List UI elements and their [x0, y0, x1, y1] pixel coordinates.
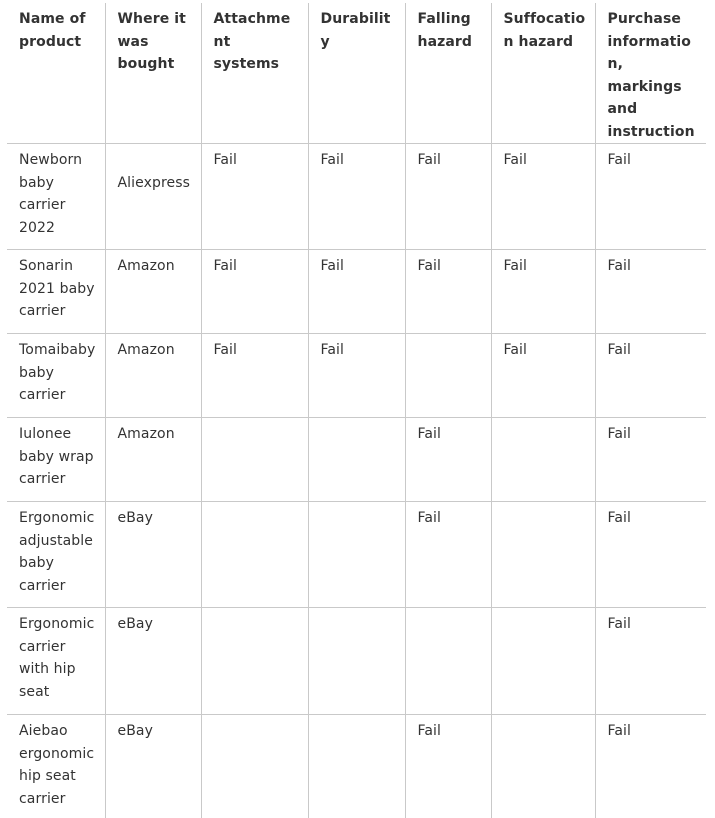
cell-falling: Fail — [405, 144, 491, 250]
cell-store — [105, 144, 201, 250]
cell-suffocation: Fail — [491, 250, 595, 334]
cell-suffocation — [491, 502, 595, 608]
header-purchase-information: Purchase information, markings and instruction — [595, 3, 706, 144]
cell-attachment — [201, 418, 308, 502]
cell-attachment — [201, 608, 308, 715]
cell-purchase: Fail — [595, 715, 706, 818]
table-row — [7, 144, 706, 250]
cell-attachment: Fail — [201, 144, 308, 250]
cell-purchase: Fail — [595, 250, 706, 334]
header-falling-hazard: Falling hazard — [405, 3, 491, 144]
header-row — [7, 3, 706, 144]
cell-suffocation — [491, 715, 595, 818]
cell-attachment: Fail — [201, 334, 308, 418]
cell-falling — [405, 608, 491, 715]
cell-product-name: Iulonee baby wrap carrier — [7, 418, 105, 502]
cell-store: eBay — [105, 608, 201, 715]
cell-durability: Fail — [308, 250, 405, 334]
cell-store: Amazon — [105, 250, 201, 334]
header-suffocation-hazard: Suffocation hazard — [491, 3, 595, 144]
cell-attachment: Fail — [201, 250, 308, 334]
cell-durability — [308, 715, 405, 818]
cell-product-name: Tomaibaby baby carrier — [7, 334, 105, 418]
cell-store: Amazon — [105, 418, 201, 502]
cell-product-name: Ergonomic carrier with hip seat — [7, 608, 105, 715]
header-where-bought: Where it was bought — [105, 3, 201, 144]
cell-product-name: Newborn baby carrier 2022 — [7, 144, 105, 250]
cell-product-name: Ergonomic adjustable baby carrier — [7, 502, 105, 608]
cell-purchase: Fail — [595, 418, 706, 502]
cell-falling: Fail — [405, 418, 491, 502]
cell-durability: Fail — [308, 144, 405, 250]
cell-attachment — [201, 715, 308, 818]
product-test-table — [7, 3, 706, 818]
cell-suffocation: Fail — [491, 334, 595, 418]
cell-purchase: Fail — [595, 608, 706, 715]
cell-product-name: Aiebao ergonomic hip seat carrier — [7, 715, 105, 818]
cell-store-text: Aliexpress — [118, 172, 193, 195]
cell-product-name: Sonarin 2021 baby carrier — [7, 250, 105, 334]
cell-purchase: Fail — [595, 502, 706, 608]
cell-falling: Fail — [405, 250, 491, 334]
table-row — [7, 250, 706, 334]
cell-store: Amazon — [105, 334, 201, 418]
cell-purchase: Fail — [595, 334, 706, 418]
cell-durability: Fail — [308, 334, 405, 418]
table-row — [7, 502, 706, 608]
cell-store: eBay — [105, 715, 201, 818]
cell-durability — [308, 608, 405, 715]
cell-suffocation — [491, 608, 595, 715]
cell-durability — [308, 418, 405, 502]
table-row — [7, 334, 706, 418]
table-row — [7, 715, 706, 818]
header-attachment-systems: Attachment systems — [201, 3, 308, 144]
header-durability: Durability — [308, 3, 405, 144]
cell-falling: Fail — [405, 715, 491, 818]
cell-falling: Fail — [405, 502, 491, 608]
table-row — [7, 608, 706, 715]
cell-durability — [308, 502, 405, 608]
cell-purchase: Fail — [595, 144, 706, 250]
cell-attachment — [201, 502, 308, 608]
header-name-of-product: Name of product — [7, 3, 105, 144]
cell-store: eBay — [105, 502, 201, 608]
cell-suffocation — [491, 418, 595, 502]
table-row — [7, 418, 706, 502]
cell-suffocation: Fail — [491, 144, 595, 250]
cell-falling — [405, 334, 491, 418]
